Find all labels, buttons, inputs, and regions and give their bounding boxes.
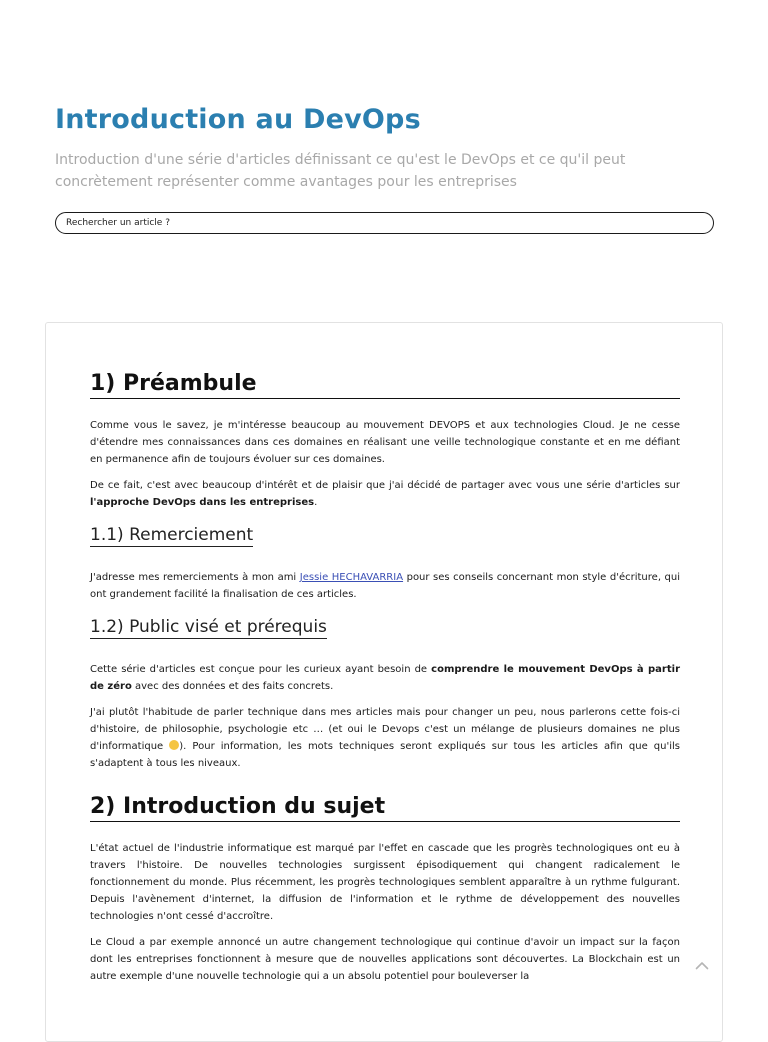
winking-face-icon	[169, 740, 179, 750]
section-heading-public-vise: 1.2) Public visé et prérequis	[90, 617, 327, 637]
bold-text: l'approche DevOps dans les entreprises	[90, 497, 315, 508]
text-span: ). Pour information, les mots techniques seront expliqués sur tous les articles afin que qu'ils s'adaptent à tous les niveaux.	[90, 741, 681, 769]
text-span: J'ai plutôt l'habitude de parler technique dans mes articles mais pour changer un peu, nous parlerons cette fois-ci d'histoire, de philosophie, psychologie etc … (et oui le Devops c'est un mélange de plusieurs domaines ne plus d'informatique	[90, 707, 680, 752]
public-paragraph-2	[90, 704, 680, 772]
text-span: .	[314, 497, 318, 508]
text-span: Cette série d'articles est conçue pour les curieux ayant besoin de	[90, 664, 432, 675]
preambule-paragraph-1: Comme vous le savez, je m'intéresse beaucoup au mouvement DEVOPS et aux technologies Cloud. Je ne cesse d'étendre mes connaissances dans ces domaines en réalisant une veille technologique constante et en me défiant en permanence afin de toujours évoluer sur ces domaines.	[90, 420, 680, 465]
section-heading-preambule: 1) Préambule	[90, 371, 680, 399]
section-heading-remerciement: 1.1) Remerciement	[90, 525, 254, 545]
page-header	[55, 104, 715, 193]
scroll-to-top-button[interactable]	[691, 954, 713, 976]
article-card	[45, 322, 723, 1042]
author-link[interactable]: Jessie HECHAVARRIA	[299, 572, 404, 583]
page-title: Introduction au DevOps	[55, 104, 421, 135]
article-body	[90, 371, 680, 985]
text-span: pour ses conseils concernant mon style d'écriture, qui ont grandement facilité la finalisation de ces articles.	[90, 572, 681, 600]
text-span: De ce fait, c'est avec beaucoup d'intérêt et de plaisir que j'ai décidé de partager avec vous une série d'articles sur	[90, 480, 680, 491]
search-input[interactable]	[55, 212, 714, 234]
introduction-paragraph-2: Le Cloud a par exemple annoncé un autre changement technologique qui continue d'avoir un impact sur la façon dont les entreprises fonctionnent à mesure que de nouvelles applications sont découvertes. La Blockchain est un autre exemple d'une nouvelle technologie qui a un absolu potentiel pour bouleverser la	[90, 937, 680, 982]
chevron-up-icon	[695, 961, 709, 970]
public-paragraph-1	[90, 661, 680, 695]
bold-text: comprendre le mouvement DevOps à partir de zéro	[90, 664, 681, 692]
remerciement-paragraph	[90, 569, 680, 603]
text-span: J'adresse mes remerciements à mon ami	[90, 572, 300, 583]
section-heading-introduction: 2) Introduction du sujet	[90, 794, 680, 822]
introduction-paragraph-1: L'état actuel de l'industrie informatique est marqué par l'effet en cascade que les progrès technologiques ont eu à travers l'histoire. De nouvelles technologies surgissent épisodiquement qui changent radicalement le fonctionnement du monde. Plus récemment, les progrès technologiques semblent apparaître à un rythme fulgurant. Depuis l'avènement d'internet, la diffusion de l'information et le rythme de développement des nouvelles technologies n'ont cessé d'accroître.	[90, 843, 680, 922]
preambule-paragraph-2	[90, 477, 680, 511]
page-subtitle: Introduction d'une série d'articles définissant ce qu'est le DevOps et ce qu'il peut concrètement représenter comme avantages pour les entreprises	[55, 152, 626, 190]
text-span: avec des données et des faits concrets.	[131, 681, 334, 692]
